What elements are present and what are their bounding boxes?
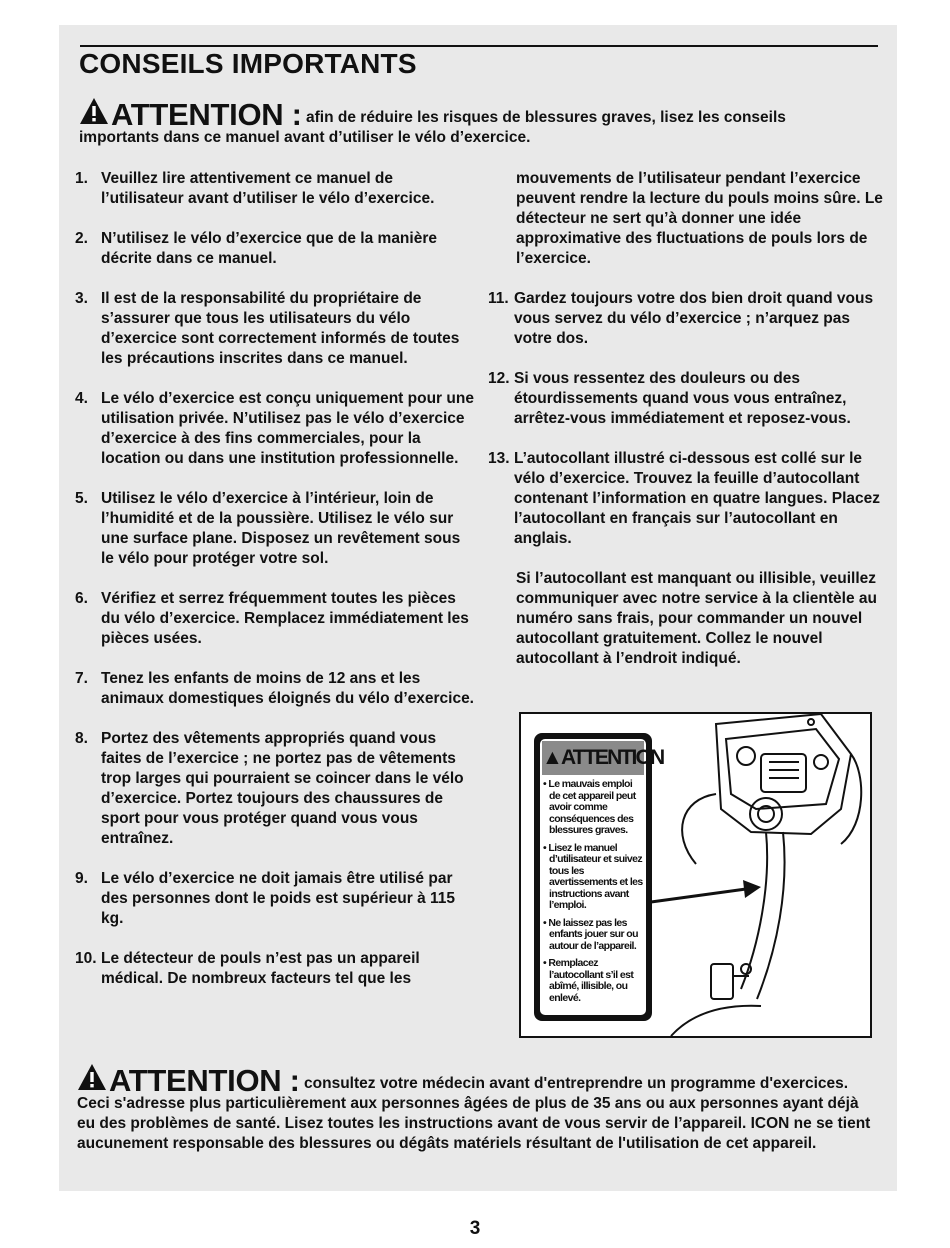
item-number: 7. [75,670,88,687]
item-text: Le vélo d’exercice est conçu uniquement pour une utilisation privée. N’utilisez pas le vélo d’exercice d’exercice à des fins commerciales, pour la location ou dans une institution professionnelle. [101,390,474,467]
sticker-face [540,739,664,1015]
item-number: 5. [75,490,88,507]
item-number: 6. [75,590,88,607]
item-text: L’autocollant illustré ci-dessous est collé sur le vélo d’exercice. Trouvez la feuille d’autocollant contenant l’information en quatre langues. Placez l’autocollant en français sur l’autocollant en anglais. [514,450,881,547]
item-text: Utilisez le vélo d’exercice à l’intérieur, loin de l’humidité et de la poussière. Utilisez le vélo sur une surface plane. Disposez un revêtement sous le vélo pour protéger votre sol. [101,490,461,567]
page-number: 3 [469,1218,481,1239]
item-number: 12. [488,370,510,387]
item-number: 2. [75,230,88,247]
list-item [75,169,475,209]
sticker-title-text: ATTENTION [561,746,664,769]
list-item [75,589,475,649]
warning-triangle-icon [77,1062,107,1092]
list-item [75,869,475,929]
item-number: 9. [75,870,88,887]
item-text: N’utilisez le vélo d’exercice que de la manière décrite dans ce manuel. [101,230,437,267]
item-number: 1. [75,170,88,187]
item-text: Le détecteur de pouls n’est pas un appareil médical. De nombreux facteurs tel que les [101,950,420,987]
warning-bottom-label: ATTENTION : [109,1063,300,1098]
item-number: 3. [75,290,88,307]
sticker-bullet: • Le mauvais emploi de cet appareil peut avoir comme conséquences des blessures graves. [543,778,636,836]
warning-bottom [77,1062,877,1154]
list-item [75,389,475,469]
warning-top-text: afin de réduire les risques de blessures graves, lisez les conseils importants dans ce manuel avant d’utiliser le vélo d’exercice. [79,109,786,146]
item-number: 8. [75,730,88,747]
sticker-bullet: • Lisez le manuel d’utilisateur et suivez tous les avertissements et les instructions avant l’emploi. [543,841,643,911]
sticker-bullet: • Ne laissez pas les enfants jouer sur ou autour de l’appareil. [543,916,638,952]
warning-top-label: ATTENTION : [111,97,302,132]
item-text: Le vélo d’exercice ne doit jamais être utilisé par des personnes dont le poids est supérieur à 115 kg. [101,870,456,927]
item-number: 10. [75,950,97,967]
heading-rule [80,45,878,47]
sticker-bullet: • Remplacez l’autocollant s’il est abîmé, illisible, ou enlevé. [543,957,634,1004]
page-title: CONSEILS IMPORTANTS [79,48,417,79]
sticker-bullets [543,779,645,1010]
item-number: 4. [75,390,88,407]
item-number: 11. [488,290,509,307]
right-column [488,169,888,689]
item-13-paragraph-2: Si l’autocollant est manquant ou illisible, veuillez communiquer avec notre service à la clientèle au numéro sans frais, pour commander un nouvel autocollant gratuitement. Collez le nouvel autocollant à l’endroit indiqué. [516,570,877,667]
item-text: Si vous ressentez des douleurs ou des étourdissements quand vous vous entraînez, arrêtez-vous immédiatement et reposez-vous. [514,370,851,427]
warning-top [79,96,869,148]
item-text: Il est de la responsabilité du propriétaire de s’assurer que tous les utilisateurs du vélo d’exercice sont correctement informés de toutes les précautions inscrites dans ce manuel. [101,290,460,367]
list-item [75,669,475,709]
item-10-continued: mouvements de l’utilisateur pendant l’exercice peuvent rendre la lecture du pouls moins sûre. Le détecteur ne sert qu’à donner une idée approximative des fluctuations de pouls lors de l’exercice. [516,170,883,267]
warning-bottom-text: consultez votre médecin avant d'entreprendre un programme d'exercices. Ceci s'adresse plus particulièrement aux personnes âgées de plus de 35 ans ou aux personnes ayant déjà eu des problèmes de santé. Lisez toutes les instructions avant de vous servir de l’appareil. ICON ne se tient aucunement responsable des blessures ou dégâts matériels résultant de l'utilisation de cet appareil. [77,1075,871,1152]
list-item [75,949,475,989]
list-item [75,489,475,569]
item-text: Tenez les enfants de moins de 12 ans et les animaux domestiques éloignés du vélo d’exercice. [101,670,474,707]
list-item [488,369,888,429]
list-item [488,449,888,549]
list-item [75,229,475,269]
item-text: Vérifiez et serrez fréquemment toutes les pièces du vélo d’exercice. Remplacez immédiatement les pièces usées. [101,590,469,647]
item-text: Portez des vêtements appropriés quand vous faites de l’exercice ; ne portez pas de vêtements trop larges qui pourraient se coincer dans le vélo d’exercice. Portez toujours des chaussures de sport pour vous protéger quand vous vous entraînez. [101,730,464,847]
warning-triangle-icon [79,96,109,126]
sticker-warning-icon: ▲ [542,746,561,769]
item-text: Veuillez lire attentivement ce manuel de l’utilisateur avant d’utiliser le vélo d’exercice. [101,170,435,207]
list-item [75,729,475,849]
sticker-illustration [519,712,872,1038]
item-number: 13. [488,450,510,467]
warning-sticker [534,733,664,1021]
sticker-title [542,741,664,775]
list-item [75,289,475,369]
left-column [75,169,475,1009]
list-item [488,289,888,349]
item-text: Gardez toujours votre dos bien droit quand vous vous servez du vélo d’exercice ; n’arquez pas votre dos. [514,290,874,347]
